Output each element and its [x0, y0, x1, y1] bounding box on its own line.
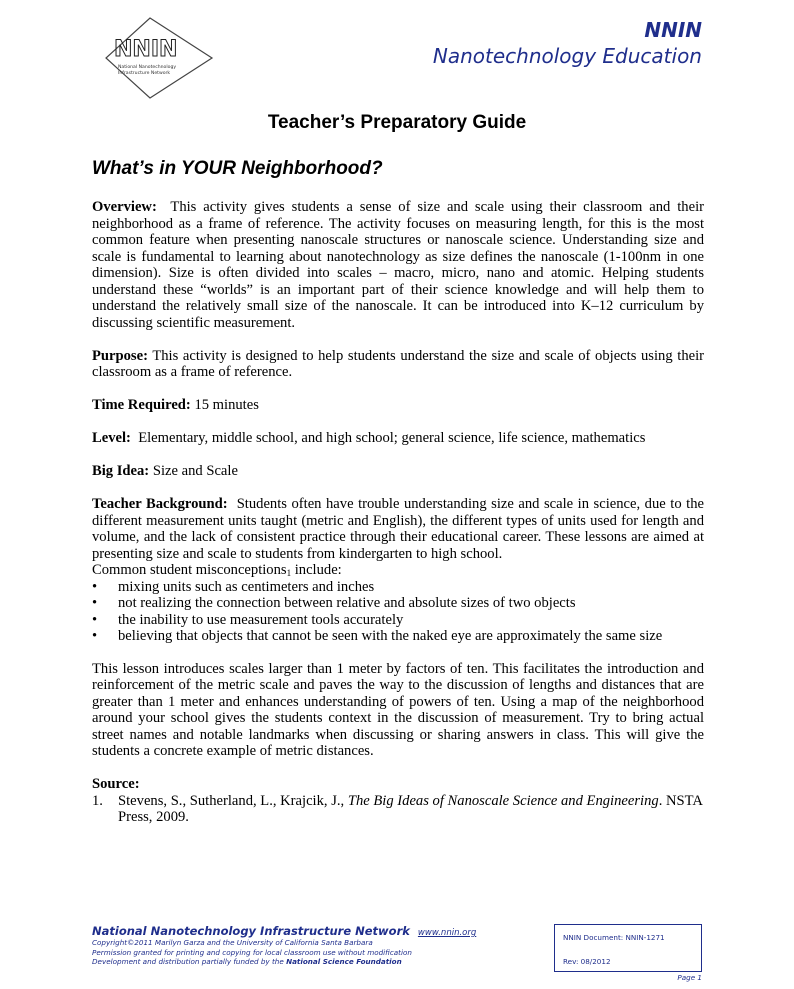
source-publisher: . NSTA Press, 2009.: [118, 792, 703, 825]
footer-copyright: Copyright©2011 Marilyn Garza and the University of California Santa Barbara: [92, 938, 373, 947]
activity-title: What’s in YOUR Neighborhood?: [92, 158, 383, 179]
background-paragraph: [92, 496, 704, 562]
level-paragraph: [92, 430, 704, 447]
overview-text: This activity gives students a sense of size and scale using their classroom and their neighborhood as a frame of reference. The activity focuses on measuring length, for this is the most common feature when presenting nanoscale structures or nanoscale science. Understanding size and scale is fundamental to learning about nanotechnology as size defines the nanoscale (1-100nm in one dimension). Size is often divided into scales – macro, micro, nano and atomic. Helping students understand these “worlds” is an important part of their science knowledge and will help them to understand the relatively small size of the nanoscale. It can be introduced into K–12 curriculum by discussing scientific measurement.: [92, 199, 704, 331]
source-book-title: The Big Ideas of Nanoscale Science and Engineering: [347, 792, 659, 809]
list-item: [92, 628, 704, 645]
page-number: Page 1: [677, 973, 702, 982]
document-body: [92, 199, 704, 826]
purpose-text: This activity is designed to help students understand the size and scale of objects using their classroom as a frame of reference.: [92, 347, 705, 380]
misconceptions-intro-tail: include:: [291, 562, 342, 578]
list-item-text: the inability to use measurement tools accurately: [118, 611, 404, 628]
overview-paragraph: [92, 199, 704, 331]
source-list: [92, 793, 704, 826]
purpose-label: Purpose:: [92, 347, 148, 364]
level-text: Elementary, middle school, and high school; general science, life science, mathematics: [138, 430, 646, 446]
background-label: Teacher Background:: [92, 496, 228, 512]
list-item: [92, 793, 704, 826]
header-brand-subtitle: Nanotechnology Education: [432, 44, 702, 68]
big-idea-label: Big Idea:: [92, 463, 150, 479]
source-authors: Stevens, S., Sutherland, L., Krajcik, J.,: [118, 792, 348, 809]
footer-org-name: National Nanotechnology Infrastructure Network: [92, 924, 410, 938]
big-idea-text: Size and Scale: [152, 463, 238, 479]
list-item: [92, 595, 704, 612]
bullet-icon: •: [92, 595, 98, 611]
misconceptions-intro: [92, 562, 704, 579]
footer-funding-text: Development and distribution partially funded by the: [92, 957, 287, 966]
bullet-icon: •: [92, 578, 98, 595]
logo-wordmark: NNIN: [114, 37, 178, 62]
header-brand: NNIN: [644, 18, 702, 42]
footer-url-link[interactable]: www.nnin.org: [417, 928, 477, 938]
page-title: Teacher’s Preparatory Guide: [267, 112, 527, 133]
lesson-paragraph: [92, 661, 704, 760]
source-label: Source:: [92, 776, 140, 792]
misconceptions-intro-text: Common student misconceptions: [92, 562, 287, 578]
misconceptions-list: [92, 579, 704, 645]
overview-label: Overview:: [92, 199, 157, 215]
time-paragraph: [92, 397, 704, 414]
list-number: 1.: [92, 792, 103, 809]
time-text: 15 minutes: [194, 397, 259, 413]
footer-permission: Permission granted for printing and copying for local classroom use without modification: [92, 947, 412, 957]
document-info-box: [554, 924, 702, 972]
bullet-icon: •: [92, 628, 98, 644]
footer-org-line: [92, 924, 492, 938]
purpose-paragraph: [92, 348, 704, 381]
list-item: [92, 612, 704, 629]
bullet-icon: •: [92, 611, 98, 628]
list-item-text: believing that objects that cannot be seen with the naked eye are approximately the same size: [118, 628, 663, 644]
list-item-text: mixing units such as centimeters and inches: [118, 578, 375, 595]
nnin-logo: [104, 16, 214, 100]
document-revision: Rev: 08/2012: [563, 957, 611, 966]
time-label: Time Required:: [92, 397, 191, 413]
background-text: Students often have trouble understanding size and scale in science, due to the different measurement units taught (metric and English), the different types of units used for length and volume, and the lack of consistent practice through their educational career. These lessons are aimed at presenting size and scale to students from kindergarten to high school.: [92, 496, 704, 562]
footer-funding: [92, 957, 492, 967]
list-item: [92, 579, 704, 596]
big-idea-paragraph: [92, 463, 704, 480]
logo-subtitle-2: Infrastructure Network: [118, 71, 171, 76]
level-label: Level:: [92, 430, 131, 446]
lesson-text: This lesson introduces scales larger than 1 meter by factors of ten. This facilitates the introduction and reinforcement of the metric scale and paves the way to the discussion of lengths and distances that are greater than 1 meter and enhances understanding of powers of ten. Using a map of the neighborhood around your school gives the students context in the discussion of measurement. Try to bring actual street names and notable landmarks when discussing or sharing answers in class. This will give the students a concrete example of metric distances.: [92, 660, 704, 759]
footer-funder: National Science Foundation: [286, 957, 402, 966]
footnote-ref: 1: [286, 568, 292, 578]
source-section: [92, 776, 704, 826]
logo-subtitle-1: National Nanotechnology: [118, 65, 177, 70]
document-number: NNIN Document: NNIN-1271: [563, 933, 665, 942]
list-item-text: not realizing the connection between relative and absolute sizes of two objects: [118, 595, 576, 611]
footer: [92, 924, 492, 967]
